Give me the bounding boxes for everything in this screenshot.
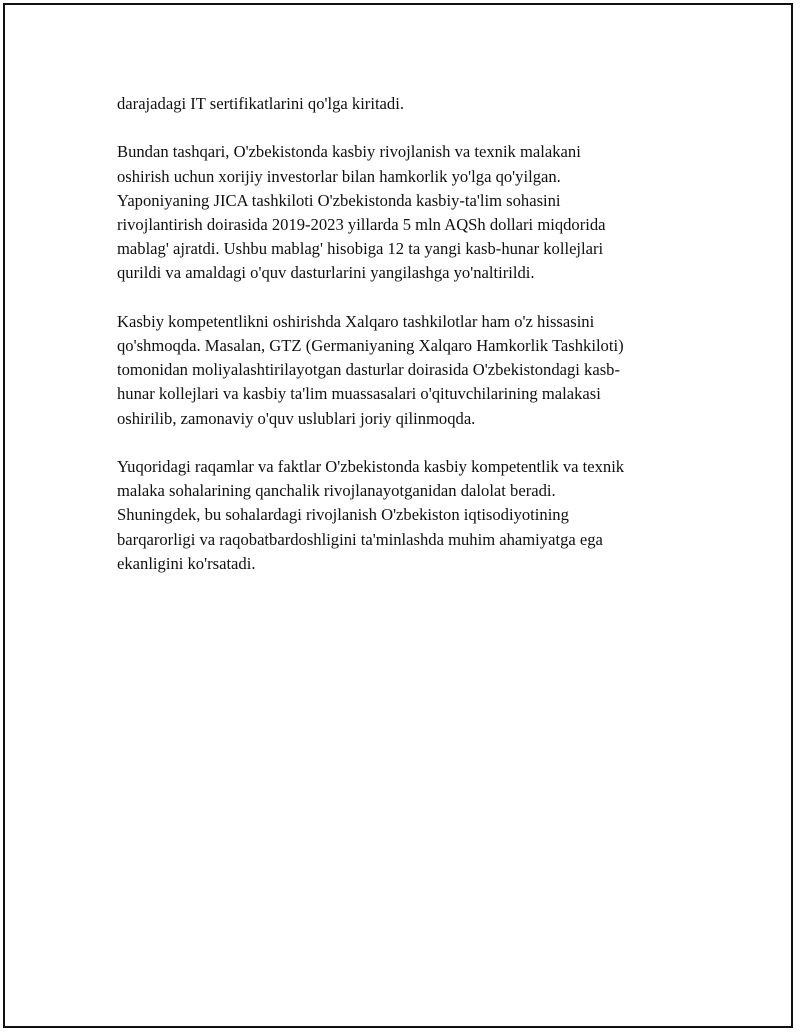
paragraph <box>117 455 697 576</box>
paragraph <box>117 92 697 116</box>
document-body <box>117 92 697 600</box>
paragraph <box>117 310 697 431</box>
text-line: oshirilib, zamonaviy o'quv uslublari joriy qilinmoqda. <box>117 408 476 428</box>
text-line: Kasbiy kompetentlikni oshirishda Xalqaro tashkilotlar ham o'z hissasini <box>117 311 595 331</box>
text-line: oshirish uchun xorijiy investorlar bilan hamkorlik yo'lga qo'yilgan. <box>117 166 561 186</box>
paragraph <box>117 140 697 285</box>
text-line: qurildi va amaldagi o'quv dasturlarini yangilashga yo'naltirildi. <box>117 263 535 283</box>
text-line: ekanligini ko'rsatadi. <box>117 553 256 573</box>
text-line: barqarorligi va raqobatbardoshligini ta'minlashda muhim ahamiyatga ega <box>117 529 603 549</box>
text-line: hunar kollejlari va kasbiy ta'lim muassasalari o'qituvchilarining malakasi <box>117 384 601 404</box>
text-line: malaka sohalarining qanchalik rivojlanayotganidan dalolat beradi. <box>117 481 556 501</box>
text-line: Bundan tashqari, O'zbekistonda kasbiy rivojlanish va texnik malakani <box>117 142 581 162</box>
text-line: qo'shmoqda. Masalan, GTZ (Germaniyaning Xalqaro Hamkorlik Tashkiloti) <box>117 336 624 355</box>
text-line: Shuningdek, bu sohalardagi rivojlanish O'zbekiston iqtisodiyotining <box>117 505 569 525</box>
text-line: rivojlantirish doirasida 2019-2023 yillarda 5 mln AQSh dollari miqdorida <box>117 215 606 234</box>
text-line: mablag' ajratdi. Ushbu mablag' hisobiga 12 ta yangi kasb-hunar kollejlari <box>117 239 604 259</box>
text-line: tomonidan moliyalashtirilayotgan dasturlar doirasida O'zbekistondagi kasb- <box>117 360 620 380</box>
text-line: darajadagi IT sertifikatlarini qo'lga kiritadi. <box>117 94 404 113</box>
text-line: Yaponiyaning JICA tashkiloti O'zbekistonda kasbiy-ta'lim sohasini <box>117 190 561 210</box>
text-line: Yuqoridagi raqamlar va faktlar O'zbekistonda kasbiy kompetentlik va texnik <box>117 457 625 476</box>
